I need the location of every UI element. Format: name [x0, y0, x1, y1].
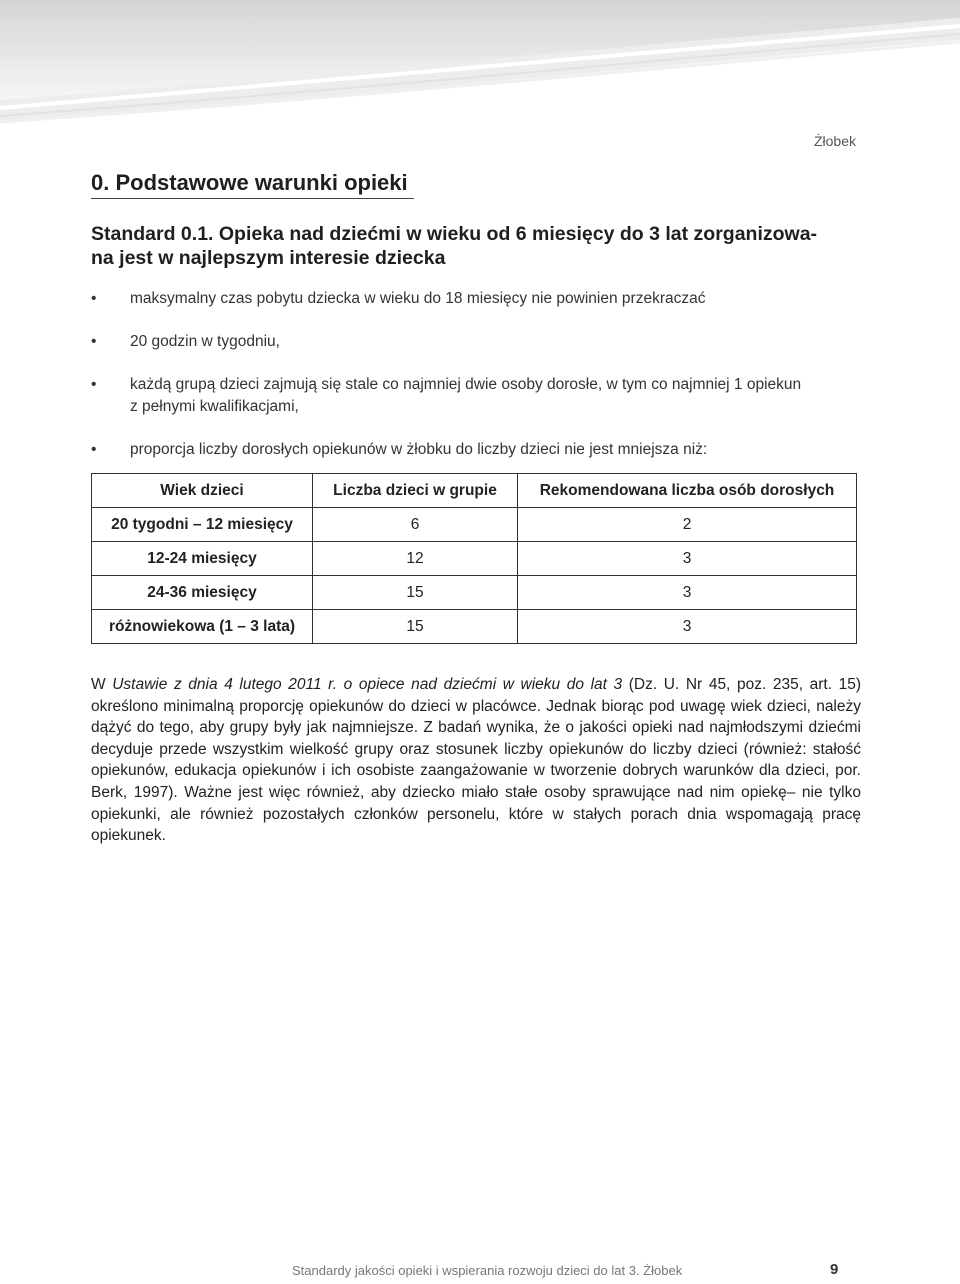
table-cell-group-size: 12: [313, 542, 518, 576]
table-header-row: [92, 474, 857, 508]
list-item-text-line-2: z pełnymi kwalifikacjami,: [130, 398, 299, 415]
law-title: Ustawie z dnia 4 lutego 2011 r. o opiece nad dziećmi w wieku do lat 3: [112, 676, 623, 693]
footer-text: Standardy jakości opieki i wspierania rozwoju dzieci do lat 3. Żłobek: [292, 1263, 683, 1278]
table-cell-adults: 2: [518, 508, 857, 542]
standard-title-line-1: Standard 0.1. Opieka nad dziećmi w wieku od 6 miesięcy do 3 lat zorganizowa-: [91, 223, 818, 245]
header-decoration: [0, 0, 960, 130]
table-cell-group-size: 6: [313, 508, 518, 542]
paragraph-lead: W: [91, 676, 113, 693]
table-row: [92, 576, 857, 610]
table-cell-adults: 3: [518, 610, 857, 644]
list-item-text-line-1: każdą grupą dzieci zajmują się stale co najmniej dwie osoby dorosłe, w tym co najmniej 1 opiekun: [130, 376, 802, 393]
section-title: 0. Podstawowe warunki opieki: [91, 170, 414, 199]
bullet-icon: •: [91, 333, 97, 350]
standard-title: [91, 222, 861, 270]
table-cell-age: 12-24 miesięcy: [92, 542, 313, 576]
list-item: [91, 439, 861, 461]
list-item: [91, 331, 861, 353]
table-cell-age: 24-36 miesięcy: [92, 576, 313, 610]
list-item-text: proporcja liczby dorosłych opiekunów w żłobku do liczby dzieci nie jest mniejsza niż:: [130, 441, 708, 458]
page-number: 9: [830, 1261, 839, 1278]
paragraph-body: (Dz. U. Nr 45, poz. 235, art. 15) określono minimalną proporcję opiekunów do dzieci w placówce. Jednak biorąc pod uwagę wiek dzieci, należy dążyć do tego, aby grupy były jak najmniejsze. Z badań wynika, że o jakości opieki nad najmłodszymi dziećmi decyduje przede wszystkim wielkość grupy oraz stosunek liczby opiekunów do liczby dzieci (również: stałość opiekunów, edukacja opiekunów i ich osobiste zaangażowanie w tworzenie dobrych warunków dla dzieci, por. Berk, 1997). Ważne jest więc również, aby dziecko miało stałe osoby sprawujące nad nim opiekę– nie tylko opiekunki, ale również pozostałych członków personelu, które w stałych porach dnia wspomagają pracę opiekunek.: [91, 676, 862, 845]
body-paragraph: [91, 674, 861, 847]
standard-title-line-2: na jest w najlepszym interesie dziecka: [91, 247, 446, 269]
table-cell-group-size: 15: [313, 576, 518, 610]
table-row: [92, 542, 857, 576]
list-item: [91, 374, 861, 418]
bullet-icon: •: [91, 376, 97, 393]
table-row: [92, 508, 857, 542]
bullet-icon: •: [91, 290, 97, 307]
table-cell-adults: 3: [518, 576, 857, 610]
requirements-list: [91, 288, 861, 482]
column-header-adults: Rekomendowana liczba osób dorosłych: [518, 474, 857, 508]
table-row: [92, 610, 857, 644]
table-cell-age: różnowiekowa (1 – 3 lata): [92, 610, 313, 644]
table-cell-group-size: 15: [313, 610, 518, 644]
column-header-group-size: Liczba dzieci w grupie: [313, 474, 518, 508]
list-item-text: maksymalny czas pobytu dziecka w wieku do 18 miesięcy nie powinien przekraczać: [130, 290, 706, 307]
column-header-age: Wiek dzieci: [92, 474, 313, 508]
table-cell-age: 20 tygodni – 12 miesięcy: [92, 508, 313, 542]
list-item-text: 20 godzin w tygodniu,: [130, 333, 280, 350]
staff-ratio-table: [91, 473, 857, 644]
list-item: [91, 288, 861, 310]
table-cell-adults: 3: [518, 542, 857, 576]
bullet-icon: •: [91, 441, 97, 458]
running-header: Żłobek: [813, 133, 856, 149]
